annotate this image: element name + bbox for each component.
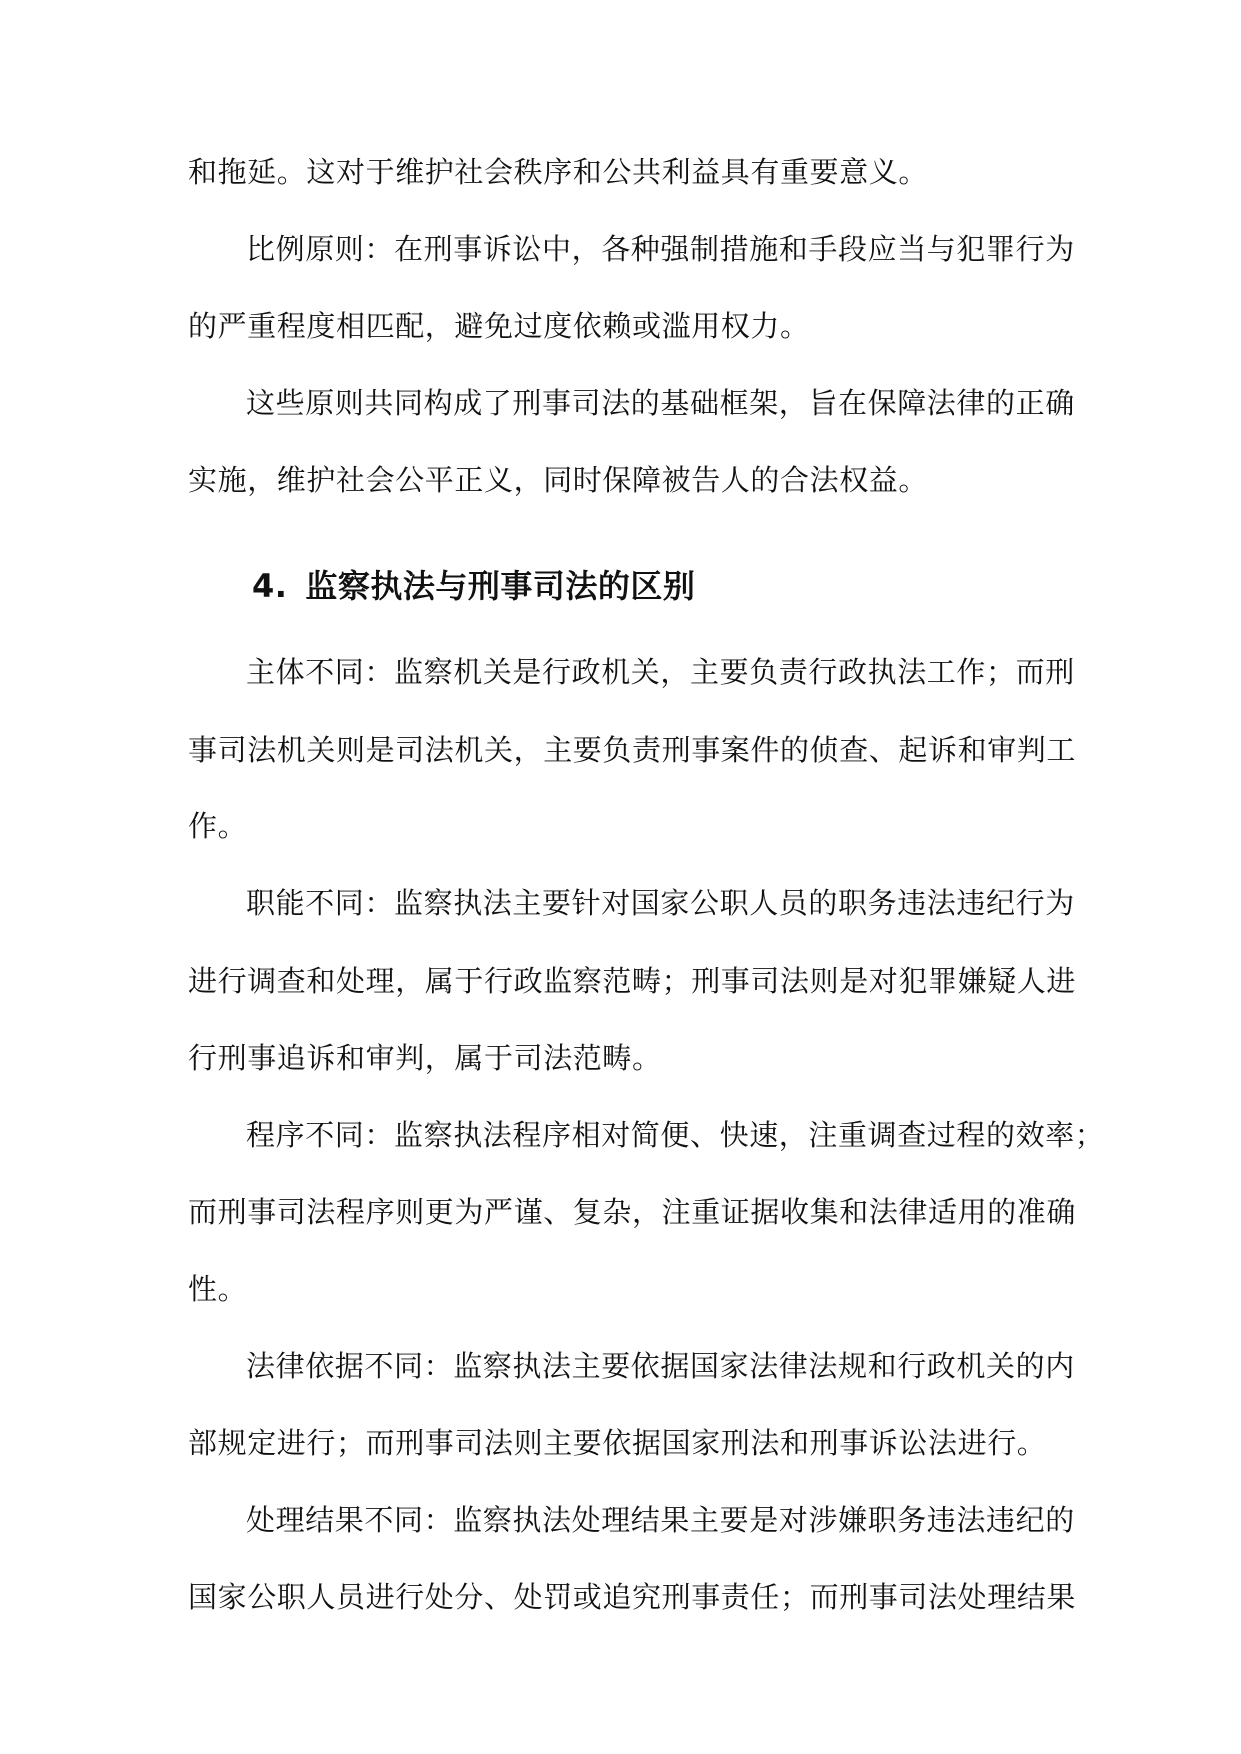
- paragraph-line: 主体不同：监察机关是行政机关，主要负责行政执法工作；而刑: [246, 655, 1075, 689]
- paragraph-line: 作。: [188, 809, 248, 843]
- paragraph-line: 处理结果不同：监察执法处理结果主要是对涉嫌职务违法违纪的: [246, 1503, 1075, 1537]
- section-number: 4.: [252, 567, 288, 605]
- paragraph-line: 国家公职人员进行处分、处罚或追究刑事责任；而刑事司法处理结果: [188, 1580, 1077, 1614]
- paragraph-line: 而刑事司法程序则更为严谨、复杂，注重证据收集和法律适用的准确: [188, 1195, 1077, 1229]
- paragraph-line: 部规定进行；而刑事司法则主要依据国家刑法和刑事诉讼法进行。: [188, 1426, 1047, 1460]
- paragraph-line: 进行调查和处理，属于行政监察范畴；刑事司法则是对犯罪嫌疑人进: [188, 964, 1077, 998]
- section-title: 监察执法与刑事司法的区别: [305, 567, 696, 605]
- paragraph-line: 职能不同：监察执法主要针对国家公职人员的职务违法违纪行为: [246, 886, 1075, 920]
- paragraph-line: 比例原则：在刑事诉讼中，各种强制措施和手段应当与犯罪行为: [246, 232, 1075, 266]
- paragraph-line: 事司法机关则是司法机关，主要负责刑事案件的侦查、起诉和审判工: [188, 733, 1077, 767]
- section-heading: [252, 564, 695, 608]
- paragraph-line: 这些原则共同构成了刑事司法的基础框架，旨在保障法律的正确: [246, 386, 1075, 420]
- paragraph-line: 的严重程度相匹配，避免过度依赖或滥用权力。: [188, 309, 810, 343]
- paragraph-line: 法律依据不同：监察执法主要依据国家法律法规和行政机关的内: [246, 1349, 1075, 1383]
- paragraph-line: 和拖延。这对于维护社会秩序和公共利益具有重要意义。: [188, 155, 929, 189]
- paragraph-line: 行刑事追诉和审判，属于司法范畴。: [188, 1041, 662, 1075]
- paragraph-line: 程序不同：监察执法程序相对简便、快速，注重调查过程的效率；: [246, 1118, 1105, 1152]
- paragraph-line: 性。: [188, 1272, 248, 1306]
- paragraph-line: 实施，维护社会公平正义，同时保障被告人的合法权益。: [188, 463, 929, 497]
